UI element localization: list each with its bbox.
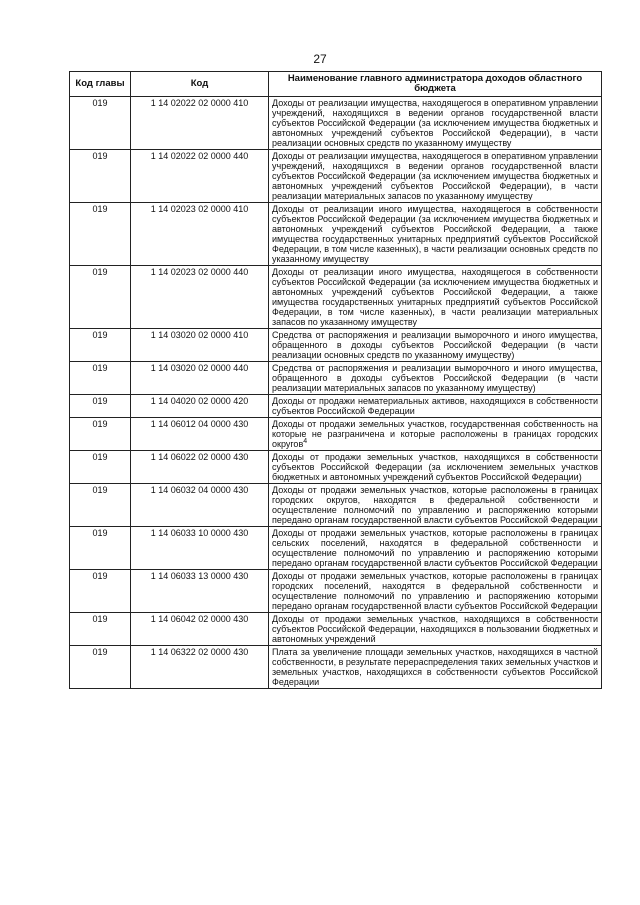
- table-row: [70, 203, 602, 266]
- table-body: [70, 97, 602, 689]
- head-code-cell: 019: [70, 527, 131, 570]
- name-text: Доходы от продажи земельных участков, находящихся в собственности субъектов Российской Федерации (за исключением земельных участков бюджетных и автономных учреждений субъектов Российской Федерации): [272, 452, 598, 482]
- code-cell: 1 14 06322 02 0000 430: [131, 646, 269, 689]
- code-cell: 1 14 03020 02 0000 440: [131, 362, 269, 395]
- footnote-marker: 4: [303, 438, 308, 445]
- name-cell: [269, 484, 602, 527]
- code-cell: 1 14 03020 02 0000 410: [131, 329, 269, 362]
- head-code-cell: 019: [70, 362, 131, 395]
- name-text: Доходы от реализации имущества, находящегося в оперативном управлении учреждений, находящихся в ведении органов государственной власти субъектов Российской Федерации (за исключением имущества бюджетных и автономных учреждений субъектов Российской Федерации), в части реализации материальных запасов по указанному имуществу: [272, 151, 598, 201]
- code-cell: 1 14 06033 10 0000 430: [131, 527, 269, 570]
- code-cell: 1 14 06022 02 0000 430: [131, 451, 269, 484]
- table-row: [70, 97, 602, 150]
- head-code-cell: 019: [70, 395, 131, 418]
- name-text: Доходы от продажи земельных участков, которые расположены в границах городских округов, находятся в федеральной собственности и осуществление полномочий по управлению и распоряжению которыми передано органам государственной власти субъектов Российской Федерации: [272, 485, 598, 525]
- name-text: Средства от распоряжения и реализации выморочного и иного имущества, обращенного в доходы субъектов Российской Федерации (в части реализации материальных запасов по указанному имуществу): [272, 363, 598, 393]
- table-row: [70, 451, 602, 484]
- name-cell: [269, 329, 602, 362]
- table-row: [70, 418, 602, 451]
- name-text: Плата за увеличение площади земельных участков, находящихся в частной собственности, в результате перераспределения таких земельных участков и земельных участков, находящихся в собственности субъектов Российской Федерации: [272, 647, 598, 687]
- name-cell: [269, 362, 602, 395]
- table-row: [70, 570, 602, 613]
- code-cell: 1 14 02022 02 0000 410: [131, 97, 269, 150]
- head-code-cell: 019: [70, 329, 131, 362]
- code-cell: 1 14 02023 02 0000 440: [131, 266, 269, 329]
- name-text: Доходы от продажи земельных участков, государственная собственность на которые не разграничена и которые расположены в границах городских округов: [272, 419, 598, 449]
- head-code-cell: 019: [70, 613, 131, 646]
- name-text: Доходы от продажи нематериальных активов, находящихся в собственности субъектов Российской Федерации: [272, 396, 598, 416]
- name-text: Доходы от продажи земельных участков, которые расположены в границах городских поселений, находятся в федеральной собственности и осуществление полномочий по управлению и распоряжению которыми передано органам государственной власти субъектов Российской Федерации: [272, 571, 598, 611]
- code-cell: 1 14 02023 02 0000 410: [131, 203, 269, 266]
- code-cell: 1 14 06012 04 0000 430: [131, 418, 269, 451]
- head-code-cell: 019: [70, 418, 131, 451]
- name-text: Доходы от продажи земельных участков, которые расположены в границах сельских поселений, находятся в федеральной собственности и осуществление полномочий по управлению и распоряжению которыми передано органам государственной власти субъектов Российской Федерации: [272, 528, 598, 568]
- name-cell: [269, 570, 602, 613]
- head-code-cell: 019: [70, 150, 131, 203]
- name-text: Доходы от реализации иного имущества, находящегося в собственности субъектов Российской Федерации (за исключением имущества бюджетных и автономных учреждений субъектов Российской Федерации, а также имущества государственных унитарных предприятий субъектов Российской Федерации, в том числе казенных), в части реализации основных средств по указанному имуществу: [272, 204, 598, 264]
- table-row: [70, 395, 602, 418]
- name-cell: [269, 203, 602, 266]
- head-code-cell: 019: [70, 646, 131, 689]
- code-cell: 1 14 02022 02 0000 440: [131, 150, 269, 203]
- table-row: [70, 527, 602, 570]
- page-number: 27: [313, 52, 327, 66]
- name-cell: [269, 418, 602, 451]
- code-cell: 1 14 06042 02 0000 430: [131, 613, 269, 646]
- head-code-cell: 019: [70, 97, 131, 150]
- name-cell: [269, 266, 602, 329]
- name-cell: [269, 527, 602, 570]
- table-row: [70, 646, 602, 689]
- name-cell: [269, 395, 602, 418]
- table-row: [70, 362, 602, 395]
- table-row: [70, 329, 602, 362]
- name-text: Доходы от продажи земельных участков, находящихся в собственности субъектов Российской Федерации, находящихся в пользовании бюджетных и автономных учреждений: [272, 614, 598, 644]
- name-text: Средства от распоряжения и реализации выморочного и иного имущества, обращенного в доходы субъектов Российской Федерации (в части реализации основных средств по указанному имуществу): [272, 330, 598, 360]
- code-cell: 1 14 04020 02 0000 420: [131, 395, 269, 418]
- header-head-code: Код главы: [70, 72, 131, 97]
- header-name: Наименование главного администратора доходов областного бюджета: [269, 72, 602, 97]
- name-text: Доходы от реализации имущества, находящегося в оперативном управлении учреждений, находящихся в ведении органов государственной власти субъектов Российской Федерации (за исключением имущества бюджетных и автономных учреждений субъектов Российской Федерации), в части реализации основных средств по указанному имуществу: [272, 98, 598, 148]
- name-text: Доходы от реализации иного имущества, находящегося в собственности субъектов Российской Федерации (за исключением имущества бюджетных и автономных учреждений субъектов Российской Федерации, а также имущества государственных унитарных предприятий субъектов Российской Федерации, в том числе казенных), в части реализации материальных запасов по указанному имуществу: [272, 267, 598, 327]
- name-cell: [269, 150, 602, 203]
- revenue-admin-table: [69, 71, 602, 689]
- header-code: Код: [131, 72, 269, 97]
- head-code-cell: 019: [70, 451, 131, 484]
- name-cell: [269, 646, 602, 689]
- table-row: [70, 484, 602, 527]
- code-cell: 1 14 06032 04 0000 430: [131, 484, 269, 527]
- head-code-cell: 019: [70, 484, 131, 527]
- name-cell: [269, 97, 602, 150]
- head-code-cell: 019: [70, 266, 131, 329]
- name-cell: [269, 613, 602, 646]
- table-row: [70, 150, 602, 203]
- code-cell: 1 14 06033 13 0000 430: [131, 570, 269, 613]
- table-header-row: [70, 72, 602, 97]
- name-cell: [269, 451, 602, 484]
- table-row: [70, 613, 602, 646]
- head-code-cell: 019: [70, 570, 131, 613]
- head-code-cell: 019: [70, 203, 131, 266]
- table-row: [70, 266, 602, 329]
